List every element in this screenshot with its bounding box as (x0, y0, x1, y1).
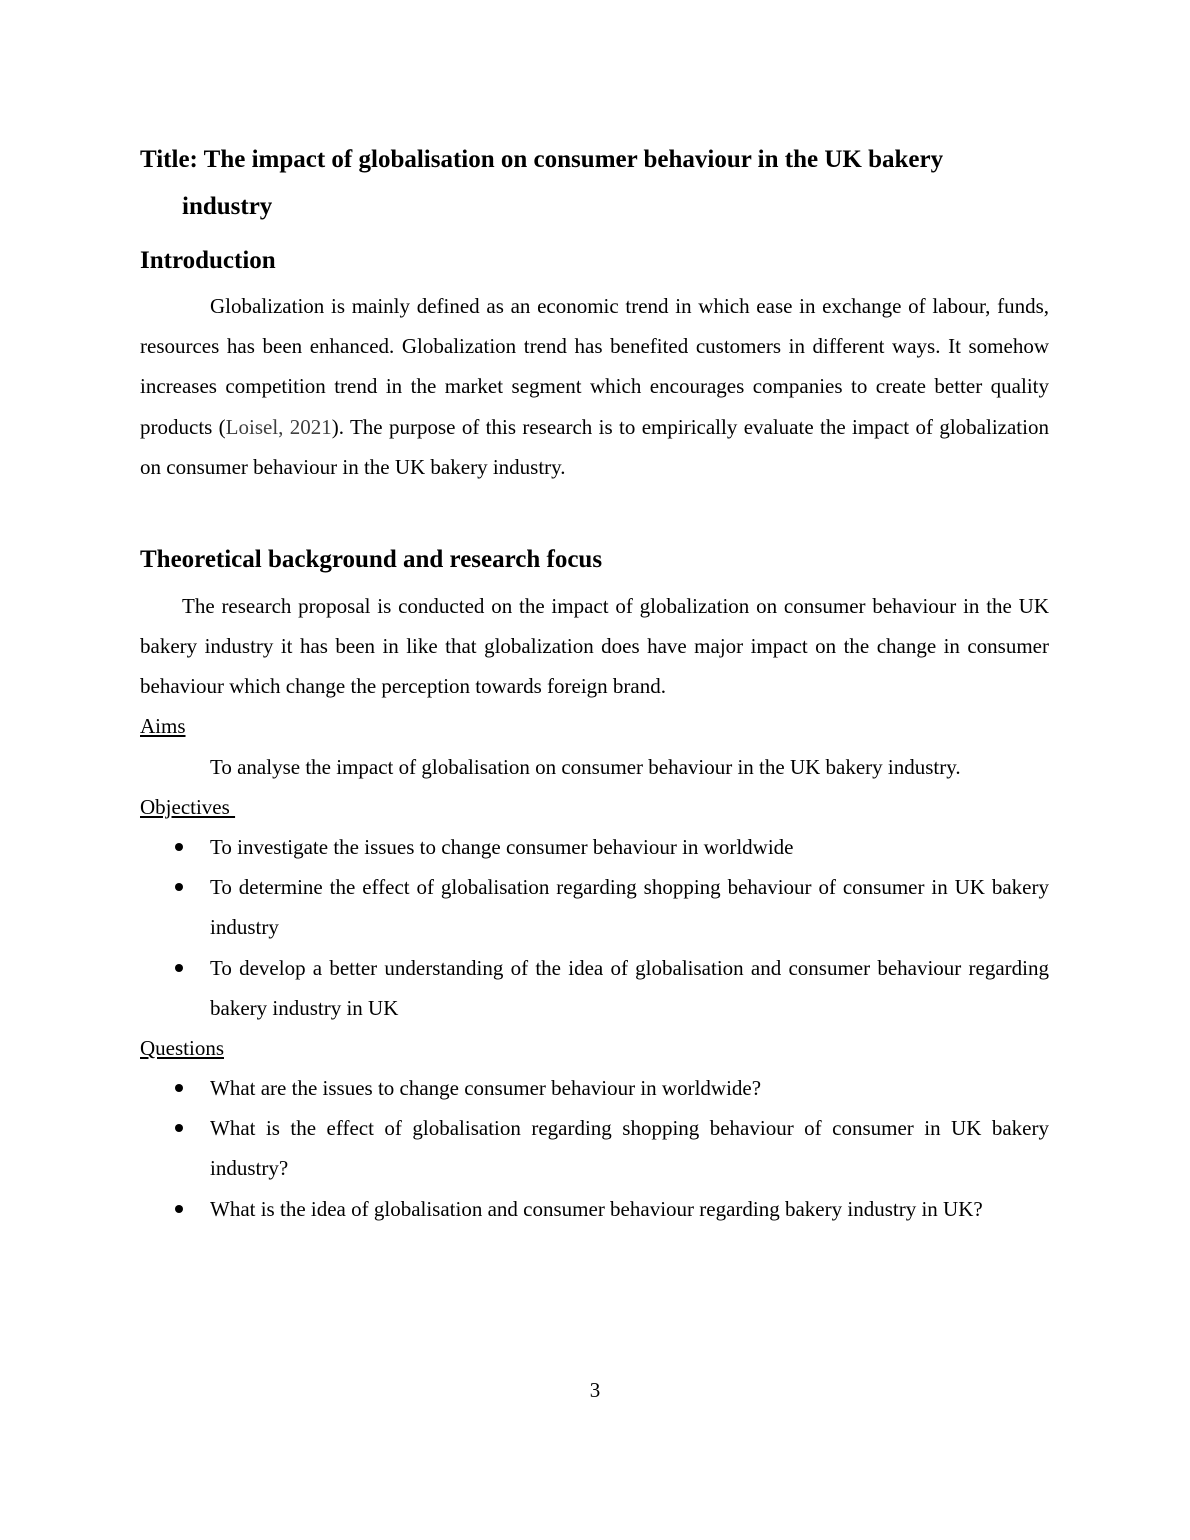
objectives-list (140, 827, 1049, 1028)
page-number: 3 (589, 1378, 601, 1402)
title-line-2: industry (182, 193, 273, 220)
objective-text: To investigate the issues to change consumer behaviour in worldwide (210, 835, 794, 859)
bullet-icon (175, 1205, 183, 1213)
question-text: What are the issues to change consumer behaviour in worldwide? (210, 1076, 762, 1100)
bullet-icon (175, 964, 183, 972)
intro-text-after: ). The purpose of this research is to empirically evaluate the impact of globalization on consumer behaviour in the UK bakery industry. (140, 414, 1049, 479)
question-text: What is the effect of globalisation regarding shopping behaviour of consumer in UK bakery industry? (210, 1116, 1049, 1181)
introduction-paragraph (140, 286, 1049, 487)
bullet-icon (175, 843, 183, 851)
bullet-icon (175, 1124, 183, 1132)
list-item (140, 827, 1049, 867)
list-item (140, 867, 1049, 947)
list-item (140, 1108, 1049, 1188)
objective-text: To determine the effect of globalisation regarding shopping behaviour of consumer in UK bakery industry (210, 875, 1049, 940)
document-title (140, 136, 1049, 230)
aims-paragraph: To analyse the impact of globalisation on consumer behaviour in the UK bakery industry. (210, 755, 961, 779)
list-item (140, 1189, 1049, 1229)
theoretical-background-paragraph: The research proposal is conducted on the impact of globalization on consumer behaviour in the UK bakery industry it has been in like that globalization does have major impact on the change in consumer behaviour which change the perception towards foreign brand. (140, 594, 1049, 699)
questions-list (140, 1068, 1049, 1229)
intro-citation: Loisel, 2021 (225, 414, 332, 439)
bullet-icon (175, 883, 183, 891)
bullet-icon (175, 1084, 183, 1092)
theoretical-background-heading: Theoretical background and research focus (140, 546, 603, 573)
title-line-1: Title: The impact of globalisation on consumer behaviour in the UK bakery (140, 146, 944, 173)
list-item (140, 948, 1049, 1028)
introduction-heading: Introduction (140, 247, 276, 274)
aims-label: Aims (140, 714, 186, 738)
objectives-label: Objectives (140, 795, 236, 819)
questions-label: Questions (140, 1036, 224, 1060)
question-text: What is the idea of globalisation and consumer behaviour regarding bakery industry in UK? (210, 1196, 983, 1221)
intro-text-before: Globalization is mainly defined as an economic trend in which ease in exchange of labour, funds, resources has been enhanced. Globalization trend has benefited customers in different ways. It somehow increases competition trend in the market segment which encourages companies to create better quality products ( (140, 294, 1049, 439)
list-item (140, 1068, 1049, 1108)
objective-text: To develop a better understanding of the idea of globalisation and consumer behaviour regarding bakery industry in UK (210, 955, 1049, 1020)
